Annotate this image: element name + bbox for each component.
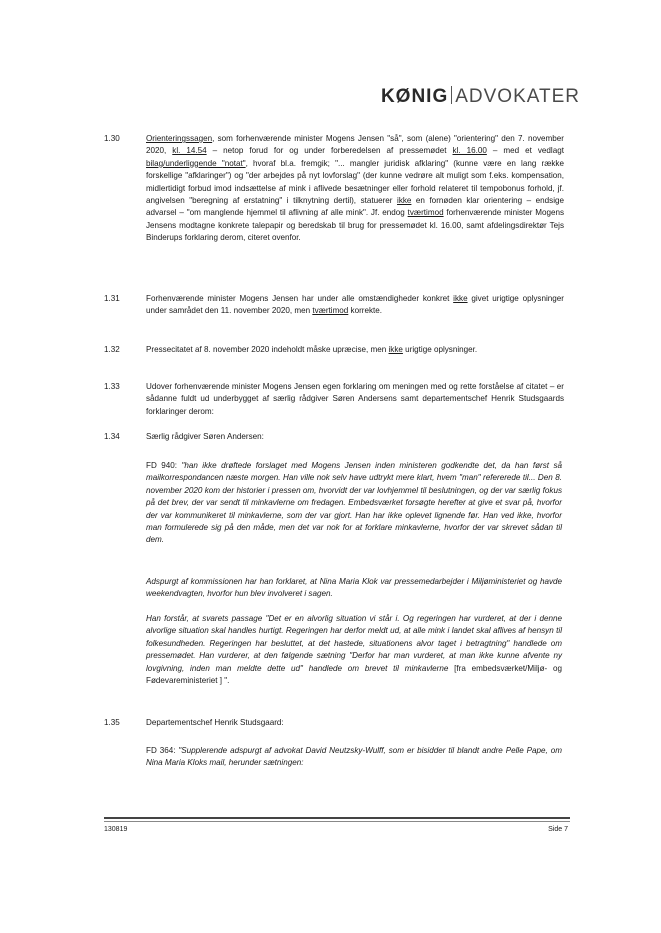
- underlined-text: tværtimod: [312, 306, 349, 316]
- quote-reference: FD 940:: [146, 461, 182, 470]
- section-1-32: [104, 344, 564, 356]
- underlined-text: bilag/underliggende "notat": [146, 158, 246, 168]
- underlined-text: Orienteringssagen: [146, 134, 213, 143]
- quote-tail: [fra embedsværket/Miljø- og Fødevareministeriet ] ".: [146, 663, 563, 686]
- quote-text: "Supplerende adspurgt af advokat David Neutzsky-Wulff, som er bisidder til blandt andre Pelle Pape, om Nina Maria Kloks mail, herunder sætningen:: [146, 746, 562, 768]
- footer-rule-thin: [104, 821, 570, 822]
- text-segment: , som forhenværende minister Mogens Jensen "så", som (alene) "orientering" den 7. november 2020,: [146, 134, 564, 156]
- underlined-text: ikke: [397, 196, 412, 206]
- section-text: [146, 381, 564, 418]
- text-segment: Forhenværende minister Mogens Jensen har under alle omstændigheder konkret: [146, 294, 454, 303]
- quote-fd-364: [146, 745, 562, 770]
- quote-paragraph: [146, 576, 562, 601]
- section-number: 1.33: [104, 382, 120, 391]
- section-1-34: [104, 431, 564, 443]
- quote-reference: FD 364:: [146, 746, 179, 755]
- section-number: 1.30: [104, 134, 120, 143]
- section-number: 1.31: [104, 294, 120, 303]
- firm-logo: [380, 86, 580, 108]
- section-number: 1.35: [104, 718, 120, 727]
- text-segment: – med et vedlagt: [486, 146, 564, 156]
- text-segment: , hvoraf bl.a. fremgik; "... mangler juridisk afklaring" (kunne være en lang række forskellige "afklaringer") og "der arbejdes på nyt lovforslag" (der kunne vedrøre alt muligt som f.eks. kompensation, midlertidigt forbud imod indsættelse af mink i aflivede besætninger eller forhold relateret til tempobonus forhold, jf. angivelsen "beregning af erstatning" i tilknytning dertil), statuerer: [146, 158, 564, 206]
- section-number: 1.32: [104, 345, 120, 354]
- text-segment: forhenværende minister Mogens Jensens modtagne konkrete talepapir og beredskab til brug for pressemødet kl. 16.00, samt afdelingsdirektør Tejs Binderups forklaring derom, citeret ovenfor.: [146, 208, 564, 243]
- underlined-text: ikke: [453, 294, 468, 303]
- text-segment: korrekte.: [348, 306, 383, 316]
- underlined-text: ikke: [388, 345, 403, 354]
- section-number: 1.34: [104, 432, 120, 441]
- quote-fd-940: [146, 460, 562, 547]
- section-text: [146, 431, 564, 443]
- logo-separator: [451, 86, 452, 104]
- section-1-31: [104, 293, 564, 318]
- quote-text: "han ikke drøftede forslaget med Mogens Jensen inden ministeren godkendte det, da han først så mailkorrespondancen næste morgen. Han ville nok selv have udtrykt mere klart, hvem "man" refererede til... Den 8. november 2020 kom der historier i pressen om, hvorvidt der var lovhjemmel til beslutningen, og der var særlig fokus på det brev, der var sendt til minkavlerne om fredagen. Embedsværket forsøgte herefter at give et svar på, hvorfor der var kommunikeret til minkavlerne, som der var gjort. Han har ikke oplevet lignende før. Han ved ikke, hvorfor man formulerede sig på den måde, men det var nok for at forklare minkavlerne, hvorfor der var skrevet sådan til dem.: [146, 461, 563, 545]
- quote-text: Han forstår, at svarets passage "Det er en alvorlig situation vi står i. Og regeringen har vurderet, at der i denne alvorlige situation skal handles hurtigt. Regeringen har derfor meldt ud, at alle mink i landet skal aflives af hensyn til folkesundheden. Regeringen har besluttet, at det hastede, situationens alvor taget i betragtning" handlede om pressemødet. Han vurderer, at den følgende sætning "Derfor har man vurderet, at man ikke kunne afvente ny lovgivning, inden man meldte dette ud" handlede om brevet til minkavlerne: [146, 614, 562, 673]
- section-text: [146, 717, 564, 729]
- section-text: [146, 293, 564, 318]
- text-segment: en fornøden klar orientering – endsige advarsel – "om manglende hjemmel til aflivning af alle mink". Jf. endog: [146, 196, 564, 218]
- underlined-text: kl. 14.54: [172, 146, 207, 156]
- text-segment: urigtige oplysninger.: [402, 345, 478, 354]
- text-segment: Pressecitatet af 8. november 2020 indeholdt måske upræcise, men: [146, 345, 389, 354]
- section-1-33: [104, 381, 564, 418]
- text-segment: Særlig rådgiver Søren Andersen:: [146, 432, 264, 441]
- quote-paragraph: [146, 613, 562, 687]
- logo-suffix: ADVOKATER: [455, 86, 580, 107]
- text-segment: givet urigtige oplysninger under samrådet den 11. november 2020, men: [146, 294, 564, 316]
- document-number: 130819: [104, 826, 128, 833]
- footer-rule: [104, 817, 570, 819]
- logo-brand: KØNIG: [380, 86, 449, 107]
- section-text: [146, 344, 564, 356]
- underlined-text: kl. 16.00: [452, 146, 487, 156]
- section-1-30: [104, 133, 564, 245]
- text-segment: Departementschef Henrik Studsgaard:: [146, 718, 284, 727]
- text-segment: Udover forhenværende minister Mogens Jensen egen forklaring om meningen med og rette forståelse af citatet – er sådanne fuldt ud underbygget af særlig rådgiver Søren Andersens samt departementschef Henrik Studsgaards forklaringer derom:: [146, 382, 564, 416]
- text-segment: – netop forud for og under forberedelsen af pressemødet: [206, 146, 453, 156]
- underlined-text: tværtimod: [407, 208, 444, 218]
- quote-text: Adspurgt af kommissionen har han forklaret, at Nina Maria Klok var pressemedarbejder i Miljøministeriet og havde weekendvagten, hvorfor hun blev involveret i sagen.: [146, 577, 562, 599]
- section-text: [146, 133, 564, 245]
- section-1-35: [104, 717, 564, 729]
- page-number: Side 7: [548, 826, 568, 833]
